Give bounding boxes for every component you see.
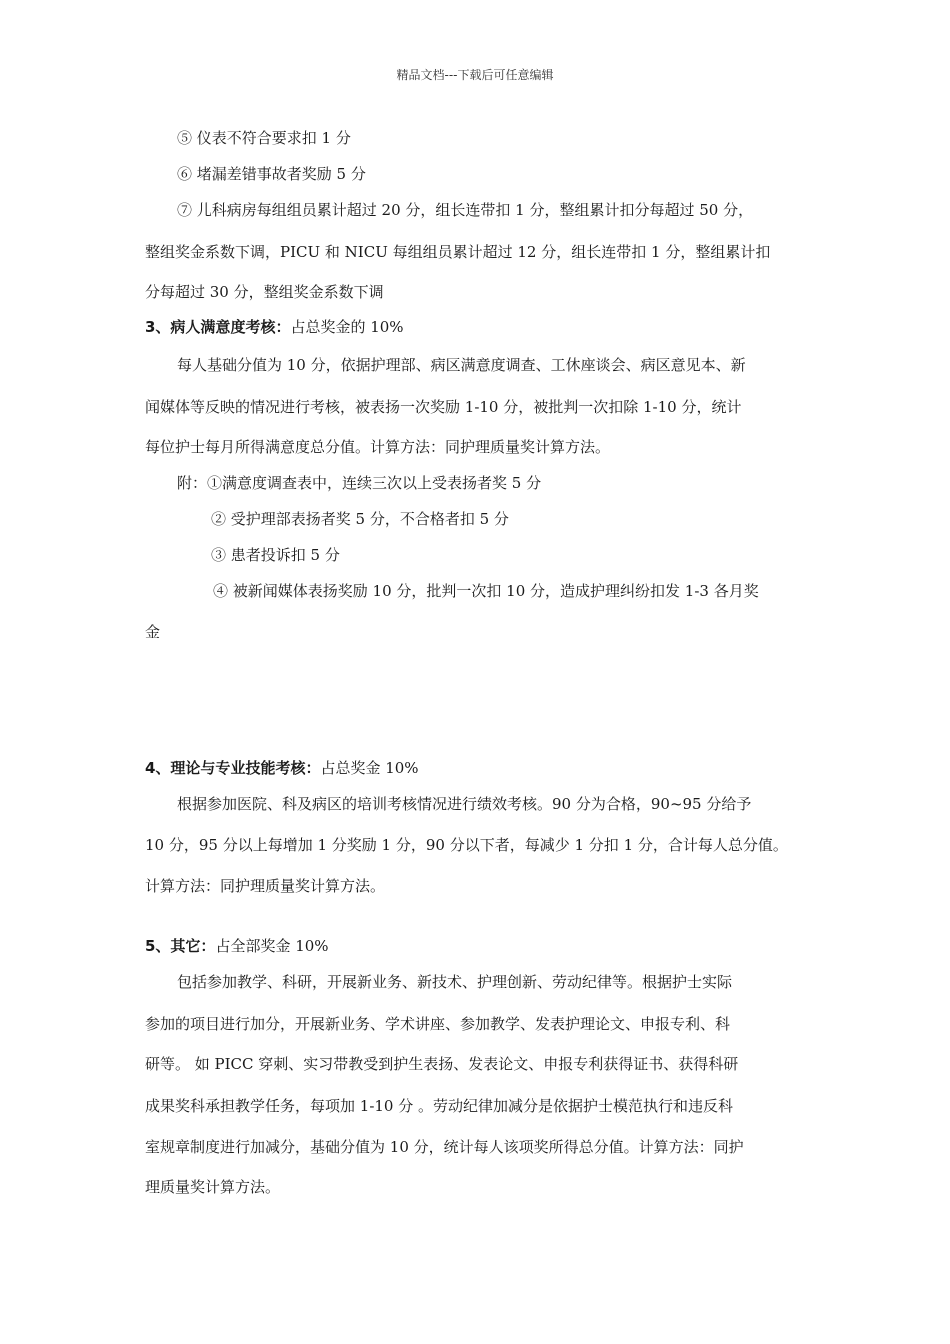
section-title: 3、病人满意度考核： bbox=[145, 318, 291, 336]
paragraph-line: 分每超过 30 分，整组奖金系数下调 bbox=[145, 283, 384, 301]
paragraph-line: 计算方法：同护理质量奖计算方法。 bbox=[145, 877, 386, 895]
paragraph-line: 理质量奖计算方法。 bbox=[145, 1178, 281, 1196]
appendix-item: ④ 被新闻媒体表扬奖励 10 分，批判一次扣 10 分，造成护理纠纷扣发 1-3 各月奖 bbox=[213, 582, 759, 600]
paragraph-line: ⑦ 儿科病房每组组员累计超过 20 分，组长连带扣 1 分，整组累计扣分每超过 50 分， bbox=[177, 201, 754, 219]
appendix-item: 附：①满意度调查表中，连续三次以上受表扬者奖 5 分 bbox=[177, 474, 542, 492]
section-weight: 占总奖金 10% bbox=[320, 759, 419, 777]
paragraph-line: 每位护士每月所得满意度总分值。计算方法：同护理质量奖计算方法。 bbox=[145, 438, 611, 456]
section-title: 5、其它： bbox=[145, 937, 216, 955]
section-heading-3 bbox=[145, 317, 404, 337]
appendix-item: ③ 患者投诉扣 5 分 bbox=[211, 546, 340, 564]
paragraph-line: 研等。 如 PICC 穿刺、实习带教受到护生表扬、发表论文、申报专利获得证书、获得科研 bbox=[145, 1055, 739, 1073]
paragraph-line: 10 分，95 分以上每增加 1 分奖励 1 分，90 分以下者，每减少 1 分扣 1 分，合计每人总分值。 bbox=[145, 836, 788, 854]
section-weight: 占总奖金的 10% bbox=[290, 318, 404, 336]
list-item: ⑤ 仪表不符合要求扣 1 分 bbox=[177, 129, 351, 147]
appendix-item: 金 bbox=[145, 623, 161, 641]
section-heading-5 bbox=[145, 936, 329, 956]
paragraph-line: 每人基础分值为 10 分，依据护理部、病区满意度调查、工休座谈会、病区意见本、新 bbox=[177, 356, 746, 374]
paragraph-line: 闻媒体等反映的情况进行考核，被表扬一次奖励 1-10 分，被批判一次扣除 1-10 分，统计 bbox=[145, 398, 742, 416]
section-title: 4、理论与专业技能考核： bbox=[145, 759, 321, 777]
section-heading-4 bbox=[145, 758, 419, 778]
paragraph-line: 根据参加医院、科及病区的培训考核情况进行绩效考核。90 分为合格，90~95 分给予 bbox=[177, 795, 752, 813]
paragraph-line: 包括参加教学、科研，开展新业务、新技术、护理创新、劳动纪律等。根据护士实际 bbox=[177, 973, 733, 991]
section-weight: 占全部奖金 10% bbox=[215, 937, 329, 955]
paragraph-line: 成果奖科承担教学任务，每项加 1-10 分 。劳动纪律加减分是依据护士模范执行和违反科 bbox=[145, 1097, 734, 1115]
list-item: ⑥ 堵漏差错事故者奖励 5 分 bbox=[177, 165, 366, 183]
paragraph-line: 参加的项目进行加分，开展新业务、学术讲座、参加教学、发表护理论文、申报专利、科 bbox=[145, 1015, 731, 1033]
paragraph-line: 室规章制度进行加减分，基础分值为 10 分，统计每人该项奖所得总分值。计算方法：同护 bbox=[145, 1138, 744, 1156]
paragraph-line: 整组奖金系数下调，PICU 和 NICU 每组组员累计超过 12 分，组长连带扣 1 分，整组累计扣 bbox=[145, 243, 771, 261]
appendix-item: ② 受护理部表扬者奖 5 分，不合格者扣 5 分 bbox=[211, 510, 509, 528]
page-header: 精品文档---下载后可任意编辑 bbox=[396, 68, 554, 82]
